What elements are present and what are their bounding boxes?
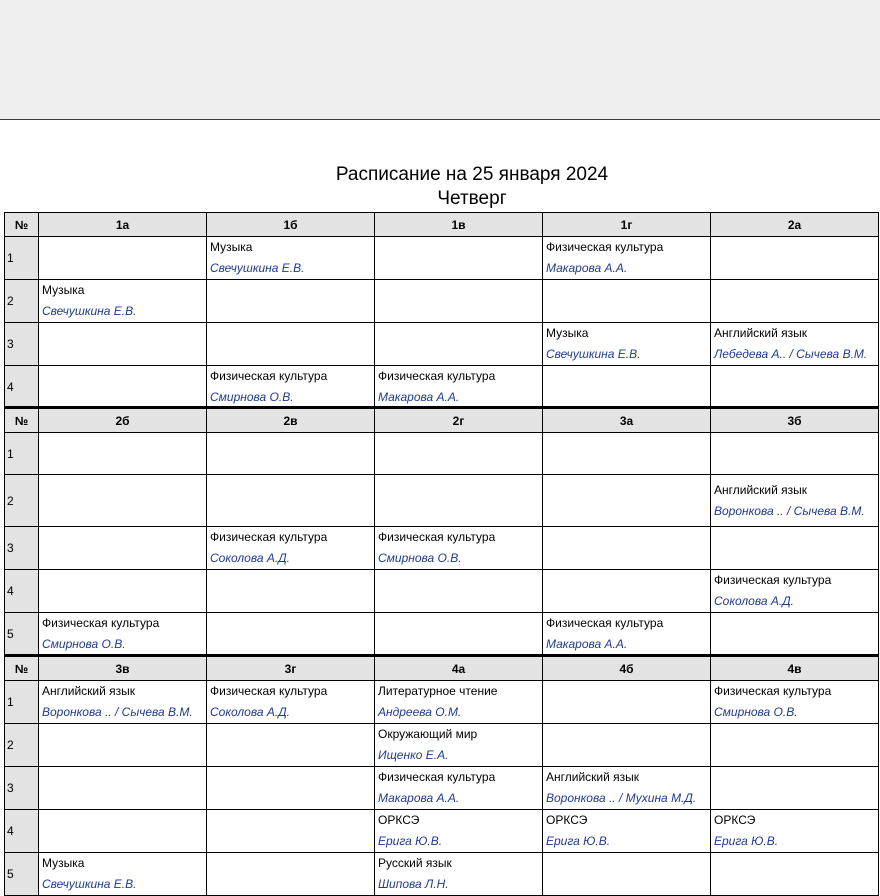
teacher-name: Соколова А.Д. [210, 705, 290, 719]
schedule-cell [375, 280, 543, 323]
schedule-cell [711, 280, 879, 323]
class-header: 2в [207, 408, 375, 433]
schedule-cell [39, 366, 207, 409]
subject-name: ОРКСЭ [546, 813, 588, 827]
subject-name: ОРКСЭ [378, 813, 420, 827]
header-row [5, 213, 879, 237]
teacher-name: Макарова А.А. [546, 637, 628, 651]
schedule-cell [543, 570, 711, 613]
schedule-cell [543, 527, 711, 570]
schedule-cell [711, 570, 879, 613]
schedule-table-3 [4, 654, 879, 896]
teacher-name: Лебедева А.. / Сычева В.М. [714, 347, 868, 361]
table-row [5, 527, 879, 570]
schedule-cell [375, 810, 543, 853]
subject-name: Английский язык [546, 770, 640, 784]
subject-name: Физическая культура [546, 240, 664, 254]
teacher-name: Ерига Ю.В. [378, 834, 443, 848]
header-row [5, 656, 879, 681]
schedule-cell [39, 767, 207, 810]
schedule-cell [207, 724, 375, 767]
class-header: 1б [207, 213, 375, 237]
class-header: 4б [543, 656, 711, 681]
table-row [5, 724, 879, 767]
lesson-number: 4 [5, 570, 39, 613]
schedule-cell [207, 767, 375, 810]
table-row [5, 681, 879, 724]
schedule-cell [375, 681, 543, 724]
schedule-cell [207, 237, 375, 280]
schedule-cell [39, 280, 207, 323]
schedule-cell [207, 323, 375, 366]
class-header: 2г [375, 408, 543, 433]
subject-name: Физическая культура [210, 369, 328, 383]
toolbar-area [0, 0, 880, 120]
class-header: 3г [207, 656, 375, 681]
schedule-cell [543, 767, 711, 810]
table-row [5, 475, 879, 527]
class-header: 4а [375, 656, 543, 681]
schedule-cell [207, 366, 375, 409]
schedule-cell [711, 613, 879, 656]
class-header: 4в [711, 656, 879, 681]
table-row [5, 767, 879, 810]
schedule-cell [39, 724, 207, 767]
schedule-cell [375, 433, 543, 475]
schedule-cell [543, 613, 711, 656]
schedule-cell [543, 280, 711, 323]
lesson-number: 4 [5, 366, 39, 409]
lesson-number: 4 [5, 810, 39, 853]
schedule-cell [39, 323, 207, 366]
schedule-cell [711, 681, 879, 724]
teacher-name: Свечушкина Е.В. [42, 304, 137, 318]
header-row [5, 408, 879, 433]
subject-name: Физическая культура [42, 616, 160, 630]
table-row [5, 280, 879, 323]
class-header: 3б [711, 408, 879, 433]
schedule-cell [39, 681, 207, 724]
subject-name: Физическая культура [714, 684, 832, 698]
lesson-number: 5 [5, 853, 39, 896]
schedule-cell [375, 724, 543, 767]
schedule-cell [375, 767, 543, 810]
schedule-cell [543, 681, 711, 724]
subject-name: Русский язык [378, 856, 452, 870]
schedule-cell [39, 475, 207, 527]
schedule-cell [543, 323, 711, 366]
teacher-name: Макарова А.А. [378, 390, 460, 404]
teacher-name: Смирнова О.В. [714, 705, 798, 719]
schedule-cell [207, 570, 375, 613]
class-header: 3а [543, 408, 711, 433]
table-row [5, 570, 879, 613]
schedule-cell [375, 853, 543, 896]
schedule-cell [711, 527, 879, 570]
subject-name: Физическая культура [714, 573, 832, 587]
schedule-cell [207, 280, 375, 323]
lesson-number: 2 [5, 724, 39, 767]
teacher-name: Макарова А.А. [546, 261, 628, 275]
table-row [5, 366, 879, 409]
class-header: 1а [39, 213, 207, 237]
teacher-name: Ерига Ю.В. [546, 834, 611, 848]
teacher-name: Смирнова О.В. [210, 390, 294, 404]
teacher-name: Ерига Ю.В. [714, 834, 779, 848]
subject-name: Английский язык [714, 326, 808, 340]
schedule-cell [207, 810, 375, 853]
schedule-cell [39, 433, 207, 475]
teacher-name: Андреева О.М. [378, 705, 462, 719]
schedule-cell [375, 570, 543, 613]
schedule-cell [543, 475, 711, 527]
schedule-cell [39, 810, 207, 853]
teacher-name: Свечушкина Е.В. [42, 877, 137, 891]
teacher-name: Воронкова .. / Сычева В.М. [42, 705, 193, 719]
schedule-cell [207, 613, 375, 656]
weekday-label: Четверг [437, 188, 507, 209]
schedule-cell [39, 613, 207, 656]
table-row [5, 613, 879, 656]
schedule-cell [207, 475, 375, 527]
subject-name: Английский язык [42, 684, 136, 698]
lesson-number: 1 [5, 237, 39, 280]
lesson-number: 3 [5, 323, 39, 366]
subject-name: Физическая культура [546, 616, 664, 630]
teacher-name: Смирнова О.В. [42, 637, 126, 651]
class-header: 2а [711, 213, 879, 237]
schedule-cell [711, 810, 879, 853]
table-row [5, 323, 879, 366]
schedule-cell [207, 853, 375, 896]
lesson-number: 1 [5, 681, 39, 724]
schedule-cell [543, 237, 711, 280]
schedule-cell [711, 323, 879, 366]
teacher-name: Свечушкина Е.В. [546, 347, 641, 361]
schedule-cell [711, 724, 879, 767]
lesson-number: 5 [5, 613, 39, 656]
schedule-cell [207, 433, 375, 475]
subject-name: Английский язык [714, 482, 808, 497]
schedule-cell [39, 237, 207, 280]
schedule-cell [711, 767, 879, 810]
schedule-cell [711, 433, 879, 475]
subject-name: Физическая культура [210, 530, 328, 544]
subject-name: Музыка [42, 856, 85, 870]
subject-name: Физическая культура [378, 530, 496, 544]
class-header: 1в [375, 213, 543, 237]
teacher-name: Ищенко Е.А. [378, 748, 449, 762]
table-row [5, 237, 879, 280]
schedule-table-2 [4, 406, 879, 656]
lesson-number-header: № [5, 408, 39, 433]
schedule-cell [543, 433, 711, 475]
schedule-cell [207, 681, 375, 724]
schedule-cell [375, 613, 543, 656]
schedule-cell [711, 237, 879, 280]
lesson-number: 2 [5, 475, 39, 527]
schedule-cell [375, 366, 543, 409]
schedule-cell [39, 570, 207, 613]
teacher-name: Макарова А.А. [378, 791, 460, 805]
teacher-name: Воронкова .. / Сычева В.М. [714, 503, 865, 518]
subject-name: Окружающий мир [378, 727, 478, 741]
lesson-number-header: № [5, 213, 39, 237]
schedule-cell [39, 527, 207, 570]
schedule-cell [207, 527, 375, 570]
subject-name: Музыка [546, 326, 589, 340]
class-header: 1г [543, 213, 711, 237]
subject-name: Физическая культура [378, 369, 496, 383]
schedule-cell [543, 366, 711, 409]
schedule-cell [375, 237, 543, 280]
teacher-name: Шипова Л.Н. [378, 877, 449, 891]
schedule-cell [375, 475, 543, 527]
schedule-cell [39, 853, 207, 896]
schedule-cell [543, 724, 711, 767]
subject-name: Музыка [210, 240, 253, 254]
teacher-name: Соколова А.Д. [714, 594, 794, 608]
table-row [5, 810, 879, 853]
lesson-number: 2 [5, 280, 39, 323]
lesson-number: 1 [5, 433, 39, 475]
teacher-name: Смирнова О.В. [378, 551, 462, 565]
subject-name: Физическая культура [378, 770, 496, 784]
subject-name: ОРКСЭ [714, 813, 756, 827]
lesson-number: 3 [5, 767, 39, 810]
subject-name: Музыка [42, 283, 85, 297]
class-header: 2б [39, 408, 207, 433]
schedule-table-1 [4, 212, 879, 409]
schedule-cell [543, 853, 711, 896]
teacher-name: Свечушкина Е.В. [210, 261, 305, 275]
schedule-cell [375, 527, 543, 570]
schedule-cell [711, 475, 879, 527]
schedule-cell [375, 323, 543, 366]
class-header: 3в [39, 656, 207, 681]
schedule-cell [711, 853, 879, 896]
subject-name: Литературное чтение [378, 684, 498, 698]
schedule-cell [711, 366, 879, 409]
table-row [5, 853, 879, 896]
lesson-number-header: № [5, 656, 39, 681]
schedule-cell [543, 810, 711, 853]
page-title: Расписание на 25 января 2024 [335, 164, 609, 185]
table-row [5, 433, 879, 475]
teacher-name: Соколова А.Д. [210, 551, 290, 565]
teacher-name: Воронкова .. / Мухина М.Д. [546, 791, 697, 805]
lesson-number: 3 [5, 527, 39, 570]
subject-name: Физическая культура [210, 684, 328, 698]
